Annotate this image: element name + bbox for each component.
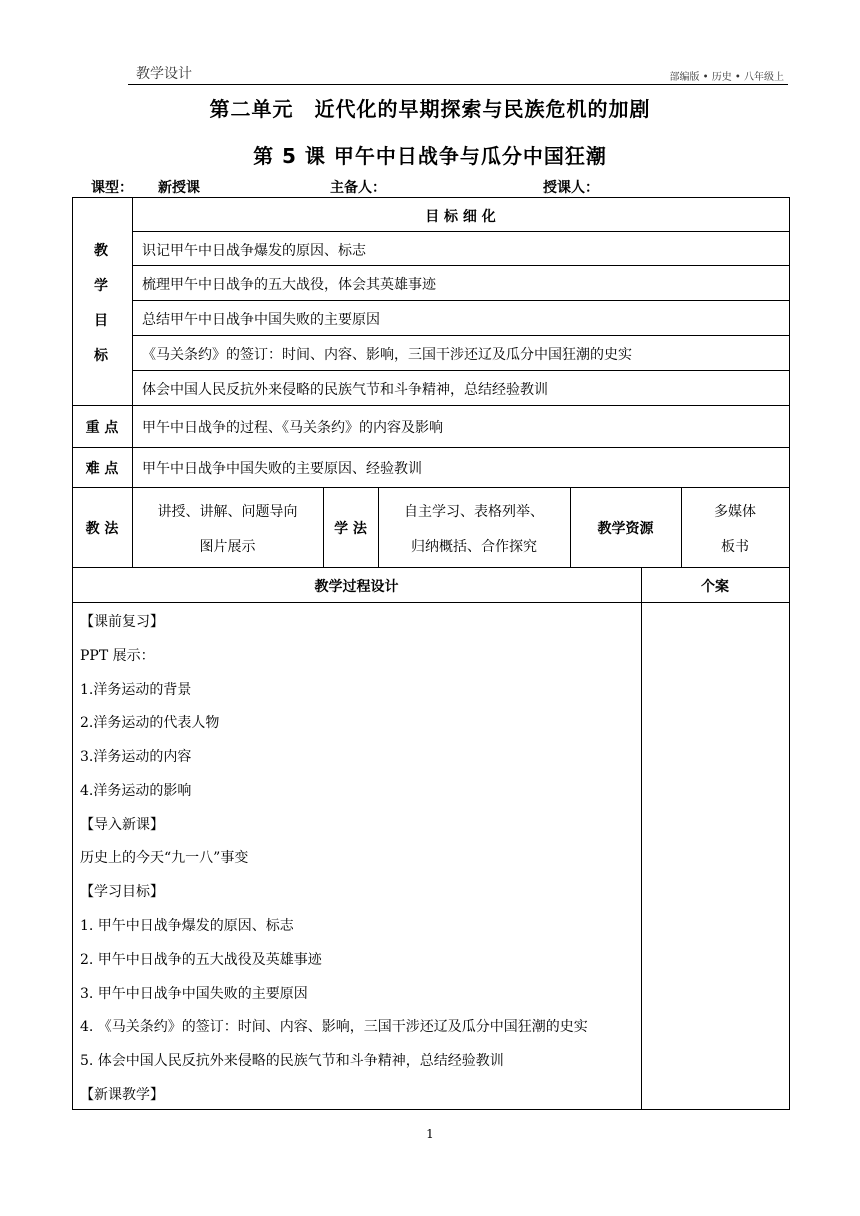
process-line: 【学习目标】	[80, 884, 164, 900]
objectives-label-char-2: 学	[94, 278, 108, 294]
process-line: 1.洋务运动的背景	[80, 682, 192, 698]
teaching-resource-line: 板书	[721, 539, 749, 555]
process-line: 2.洋务运动的代表人物	[80, 715, 220, 731]
process-line: 4. 《马关条约》的签订：时间、内容、影响，三国干涉还辽及瓜分中国狂潮的史实	[80, 1019, 588, 1035]
objective-item: 识记甲午中日战争爆发的原因、标志	[142, 243, 366, 259]
header-left: 教学设计	[136, 66, 192, 82]
objectives-label-char-4: 标	[94, 348, 108, 364]
case-header: 个案	[701, 579, 729, 595]
learning-method-label: 学 法	[334, 521, 367, 537]
difficulty-label: 难 点	[85, 461, 119, 477]
process-line: 3.洋务运动的内容	[80, 749, 192, 765]
objective-item: 体会中国人民反抗外来侵略的民族气节和斗争精神，总结经验教训	[142, 382, 548, 398]
process-line: 2. 甲午中日战争的五大战役及英雄事迹	[80, 952, 322, 968]
objective-item: 梳理甲午中日战争的五大战役，体会其英雄事迹	[142, 277, 436, 293]
preparer-label: 主备人：	[330, 180, 386, 196]
objectives-label-char-3: 目	[94, 313, 108, 329]
process-line: 3. 甲午中日战争中国失败的主要原因	[80, 986, 308, 1002]
teaching-resource-label: 教学资源	[597, 521, 654, 537]
key-point-label: 重 点	[85, 420, 119, 436]
objective-item: 《马关条约》的签订：时间、内容、影响，三国干涉还辽及瓜分中国狂潮的史实	[142, 347, 632, 363]
process-line: 【导入新课】	[80, 817, 164, 833]
teaching-method-line: 讲授、讲解、问题导向	[157, 504, 298, 520]
lesson-type-label: 课型：	[91, 180, 133, 196]
teacher-label: 授课人：	[543, 180, 599, 196]
teaching-resource-line: 多媒体	[714, 504, 756, 520]
process-line: PPT 展示：	[80, 648, 155, 664]
process-line: 【课前复习】	[80, 614, 164, 630]
unit-title: 第二单元 近代化的早期探索与民族危机的加剧	[209, 97, 651, 121]
objectives-label-char-1: 教	[94, 243, 108, 259]
process-header: 教学过程设计	[314, 579, 399, 595]
process-line: 5. 体会中国人民反抗外来侵略的民族气节和斗争精神，总结经验教训	[80, 1053, 504, 1069]
page-number: 1	[426, 1127, 434, 1141]
header-rule	[128, 84, 788, 85]
lesson-title: 第 5 课 甲午中日战争与瓜分中国狂潮	[253, 144, 607, 168]
teaching-method-line: 图片展示	[199, 539, 256, 555]
difficulty-text: 甲午中日战争中国失败的主要原因、经验教训	[142, 461, 422, 477]
process-line: 1. 甲午中日战争爆发的原因、标志	[80, 918, 294, 934]
learning-method-line: 归纳概括、合作探究	[411, 539, 537, 555]
learning-method-line: 自主学习、表格列举、	[404, 504, 544, 520]
objective-item: 总结甲午中日战争中国失败的主要原因	[142, 312, 380, 328]
key-point-text: 甲午中日战争的过程、《马关条约》的内容及影响	[142, 420, 443, 436]
process-line: 历史上的今天“九一八”事变	[80, 850, 249, 866]
lesson-type-value: 新授课	[158, 180, 200, 196]
process-line: 4.洋务运动的影响	[80, 783, 192, 799]
teaching-method-label: 教 法	[85, 521, 119, 537]
process-line: 【新课教学】	[80, 1087, 164, 1103]
header-right: 部编版 • 历史 • 八年级上	[669, 72, 784, 83]
objectives-header: 目 标 细 化	[425, 209, 496, 225]
